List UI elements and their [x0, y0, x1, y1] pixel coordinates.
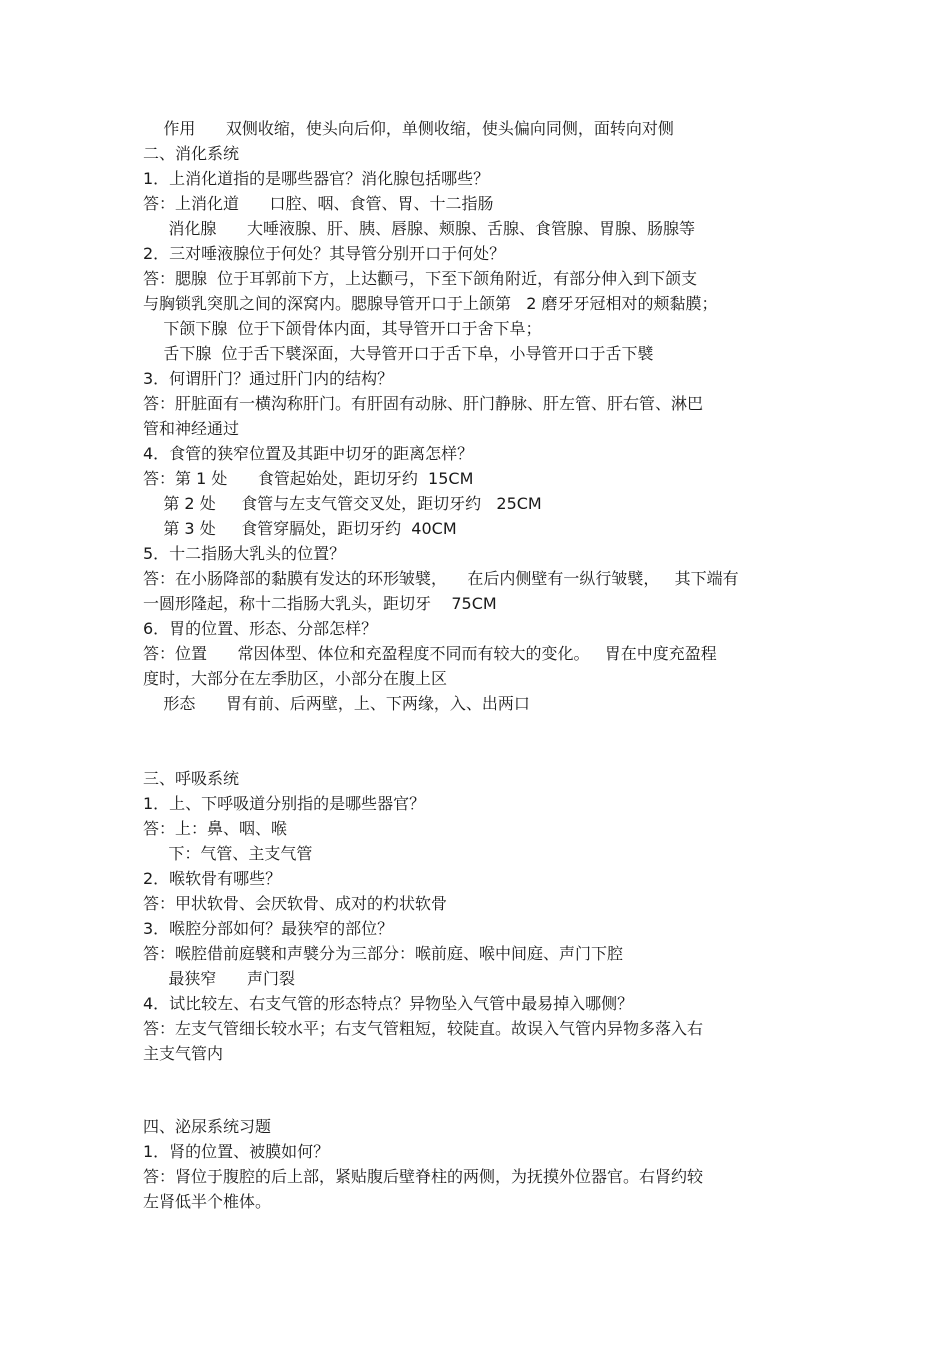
text-line: 度时，大部分在左季肋区，小部分在腹上区	[143, 669, 448, 688]
answer-line: 答：腮腺 位于耳郭前下方，上达颧弓，下至下颌角附近，有部分伸入到下颌支	[143, 269, 698, 288]
text-line: 第 2 处 食管与左支气管交叉处，距切牙约 25CM	[143, 494, 542, 513]
section-heading: 二、消化系统	[143, 144, 240, 163]
question-line: 5．十二指肠大乳头的位置？	[143, 544, 346, 563]
text-line: 舌下腺 位于舌下襞深面，大导管开口于舌下阜，小导管开口于舌下襞	[143, 344, 654, 363]
question-line: 1．上、下呼吸道分别指的是哪些器官？	[143, 794, 426, 813]
text-line: 作用 双侧收缩，使头向后仰，单侧收缩，使头偏向同侧，面转向对侧	[143, 119, 674, 138]
answer-line: 答：第 1 处 食管起始处，距切牙约 15CM	[143, 469, 474, 488]
question-line: 3．何谓肝门？通过肝门内的结构？	[143, 369, 394, 388]
answer-line: 答：左支气管细长较水平；右支气管粗短，较陡直。故误入气管内异物多落入右	[143, 1019, 704, 1038]
text-line: 左肾低半个椎体。	[143, 1192, 272, 1211]
answer-line: 答：喉腔借前庭襞和声襞分为三部分：喉前庭、喉中间庭、声门下腔	[143, 944, 624, 963]
question-line: 4．试比较左、右支气管的形态特点？异物坠入气管中最易掉入哪侧？	[143, 994, 634, 1013]
section-heading: 四、泌尿系统习题	[143, 1117, 272, 1136]
text-line: 消化腺 大唾液腺、肝、胰、唇腺、颊腺、舌腺、食管腺、胃腺、肠腺等	[143, 219, 695, 238]
answer-line: 答：上消化道 口腔、咽、食管、胃、十二指肠	[143, 194, 494, 213]
answer-line: 答：在小肠降部的黏膜有发达的环形皱襞， 在后内侧壁有一纵行皱襞， 其下端有	[143, 569, 739, 588]
section-heading: 三、呼吸系统	[143, 769, 240, 788]
question-line: 2．喉软骨有哪些？	[143, 869, 282, 888]
text-line: 主支气管内	[143, 1044, 224, 1063]
answer-line: 答：上：鼻、咽、喉	[143, 819, 288, 838]
question-line: 1．上消化道指的是哪些器官？消化腺包括哪些？	[143, 169, 490, 188]
question-line: 3．喉腔分部如何？最狭窄的部位？	[143, 919, 394, 938]
text-line: 管和神经通过	[143, 419, 240, 438]
question-line: 2．三对唾液腺位于何处？其导管分别开口于何处？	[143, 244, 506, 263]
question-line: 6．胃的位置、形态、分部怎样？	[143, 619, 378, 638]
text-line: 下颌下腺 位于下颌骨体内面，其导管开口于舍下阜；	[143, 319, 542, 338]
text-line: 下：气管、主支气管	[143, 844, 313, 863]
text-line: 第 3 处 食管穿膈处，距切牙约 40CM	[143, 519, 457, 538]
question-line: 1．肾的位置、被膜如何？	[143, 1142, 330, 1161]
text-line: 与胸锁乳突肌之间的深窝内。腮腺导管开口于上颌第 2 磨牙牙冠相对的颊黏膜；	[143, 294, 718, 313]
question-line: 4．食管的狭窄位置及其距中切牙的距离怎样？	[143, 444, 474, 463]
answer-line: 答：肾位于腹腔的后上部，紧贴腹后壁脊柱的两侧，为抚摸外位器官。右肾约较	[143, 1167, 704, 1186]
answer-line: 答：位置 常因体型、体位和充盈程度不同而有较大的变化。 胃在中度充盈程	[143, 644, 717, 663]
answer-line: 答：肝脏面有一横沟称肝门。有肝固有动脉、肝门静脉、肝左管、肝右管、淋巴	[143, 394, 704, 413]
text-line: 形态 胃有前、后两壁，上、下两缘，入、出两口	[143, 694, 530, 713]
text-line: 最狭窄 声门裂	[143, 969, 295, 988]
text-line: 一圆形隆起，称十二指肠大乳头，距切牙 75CM	[143, 594, 497, 613]
answer-line: 答：甲状软骨、会厌软骨、成对的杓状软骨	[143, 894, 448, 913]
